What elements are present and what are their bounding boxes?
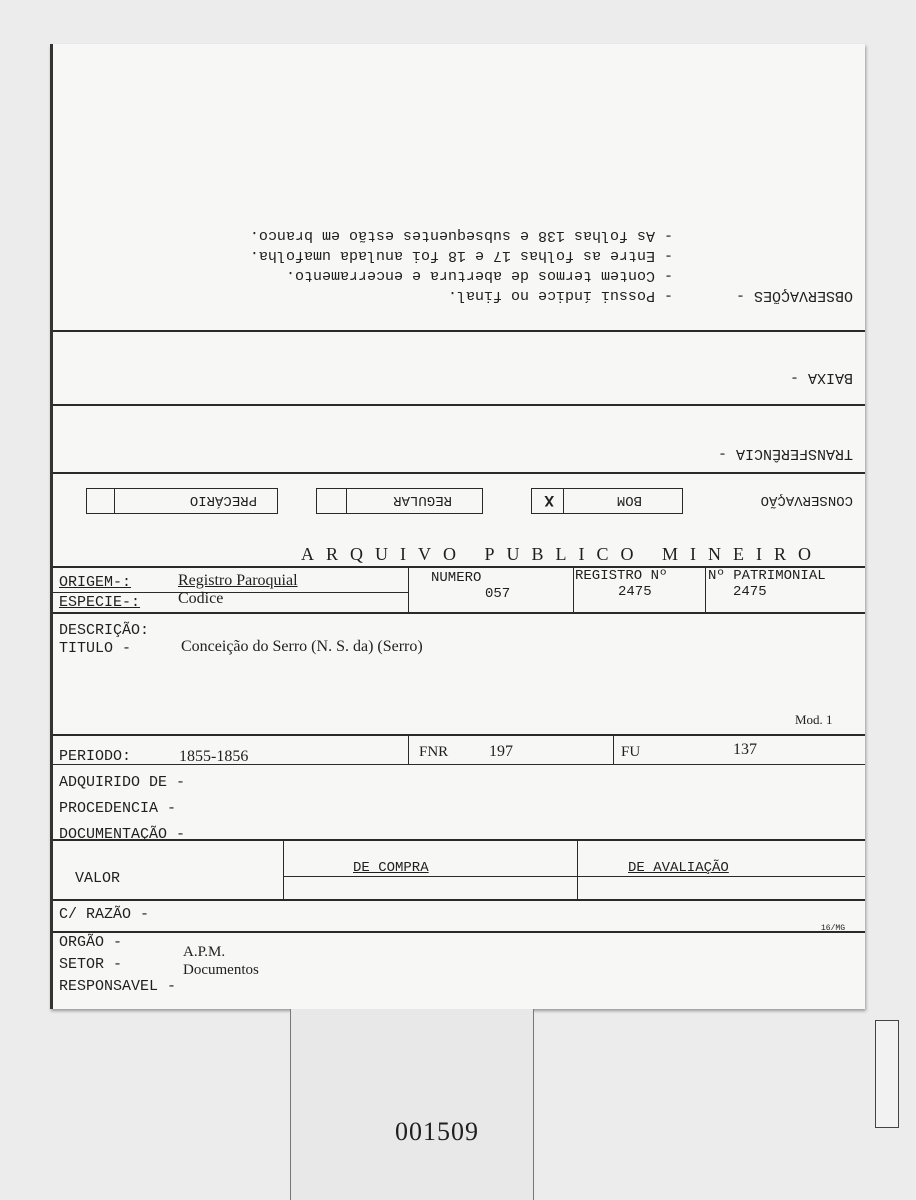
divider xyxy=(53,612,865,614)
patrimonial-value: 2475 xyxy=(733,584,767,600)
regular-checkbox xyxy=(316,489,347,513)
precario-checkbox xyxy=(86,489,115,513)
numero-value: 057 xyxy=(485,586,511,602)
transferencia-section xyxy=(73,438,853,468)
observation-line: - Possui índice no final. xyxy=(447,287,673,304)
conservacao-regular-box xyxy=(316,488,483,514)
side-tab xyxy=(875,1020,899,1128)
setor-label: SETOR - xyxy=(59,956,123,973)
transferencia-label: TRANSFERÊNCIA - xyxy=(717,445,853,462)
divider xyxy=(283,839,284,899)
divider xyxy=(53,734,865,736)
avaliacao-label: DE AVALIAÇÃO xyxy=(628,860,729,876)
bom-mark: X xyxy=(544,491,554,509)
catalog-card xyxy=(50,44,865,1009)
divider xyxy=(53,330,865,332)
form-code: 16/MG xyxy=(821,924,846,933)
precario-label: PRECÁRIO xyxy=(189,492,257,508)
patrimonial-label: Nº PATRIMONIAL xyxy=(708,568,826,584)
adquirido-label: ADQUIRIDO DE - xyxy=(59,774,186,791)
conservacao-section xyxy=(73,480,853,520)
registro-value: 2475 xyxy=(618,584,652,600)
registro-label: REGISTRO Nº xyxy=(575,568,668,584)
especie-label: ESPECIE-: xyxy=(59,594,141,611)
mod-label: Mod. 1 xyxy=(795,712,833,727)
stamp-number: 001509 xyxy=(395,1117,479,1146)
observation-line: - Entre as folhas 17 e 18 foi anulada umafolha. xyxy=(249,247,673,264)
orgao-label: ORGÃO - xyxy=(59,934,123,951)
divider xyxy=(53,404,865,406)
titulo-value: Conceição do Serro (N. S. da) (Serro) xyxy=(181,638,423,655)
observations-section xyxy=(73,194,853,314)
fu-value: 137 xyxy=(733,741,757,758)
baixa-label: BAIXA - xyxy=(789,369,853,386)
observation-line: - As folhas 138 e subsequentes estão em branco. xyxy=(249,227,673,244)
divider xyxy=(283,876,865,877)
baixa-section xyxy=(73,362,853,392)
fnr-value: 197 xyxy=(489,743,513,760)
divider xyxy=(53,899,865,901)
valor-label: VALOR xyxy=(75,870,121,887)
fnr-label: FNR xyxy=(419,744,449,760)
observation-line: - Contem termos de abertura e encerramento. xyxy=(285,267,673,284)
regular-label: REGULAR xyxy=(393,492,452,508)
divider xyxy=(577,839,578,899)
descricao-label: DESCRIÇÃO: xyxy=(59,622,150,639)
periodo-label: PERIODO: xyxy=(59,748,132,765)
setor-value: Documentos xyxy=(183,962,259,978)
binder-stub xyxy=(290,1009,534,1200)
especie-value: Codice xyxy=(178,590,224,607)
conservacao-bom-box xyxy=(531,488,683,514)
divider xyxy=(613,734,614,764)
divider xyxy=(53,592,408,593)
divider xyxy=(408,734,409,764)
orgao-value: A.P.M. xyxy=(183,944,226,960)
fu-label: FU xyxy=(621,744,641,760)
divider xyxy=(53,472,865,474)
periodo-value: 1855-1856 xyxy=(179,748,249,765)
origem-value: Registro Paroquial xyxy=(178,572,298,589)
responsavel-label: RESPONSAVEL - xyxy=(59,978,177,995)
numero-label: NUMERO xyxy=(431,570,482,586)
bom-label: BOM xyxy=(616,492,642,508)
divider xyxy=(53,764,865,765)
divider xyxy=(53,839,865,841)
archive-title: ARQUIVO PUBLICO MINEIRO xyxy=(301,544,823,564)
divider xyxy=(573,566,574,612)
razao-label: C/ RAZÃO - xyxy=(59,906,150,923)
origem-label: ORIGEM-: xyxy=(59,574,132,591)
compra-label: DE COMPRA xyxy=(353,860,429,876)
conservacao-precario-box xyxy=(86,488,278,514)
titulo-label: TITULO - xyxy=(59,640,132,657)
observations-label: OBSERVAÇÕES - xyxy=(735,287,853,304)
procedencia-label: PROCEDENCIA - xyxy=(59,800,177,817)
divider xyxy=(705,566,706,612)
divider xyxy=(53,931,865,933)
divider xyxy=(408,566,409,612)
conservacao-label: CONSERVAÇÃO xyxy=(760,492,853,508)
documentacao-label: DOCUMENTAÇÃO - xyxy=(59,826,186,843)
